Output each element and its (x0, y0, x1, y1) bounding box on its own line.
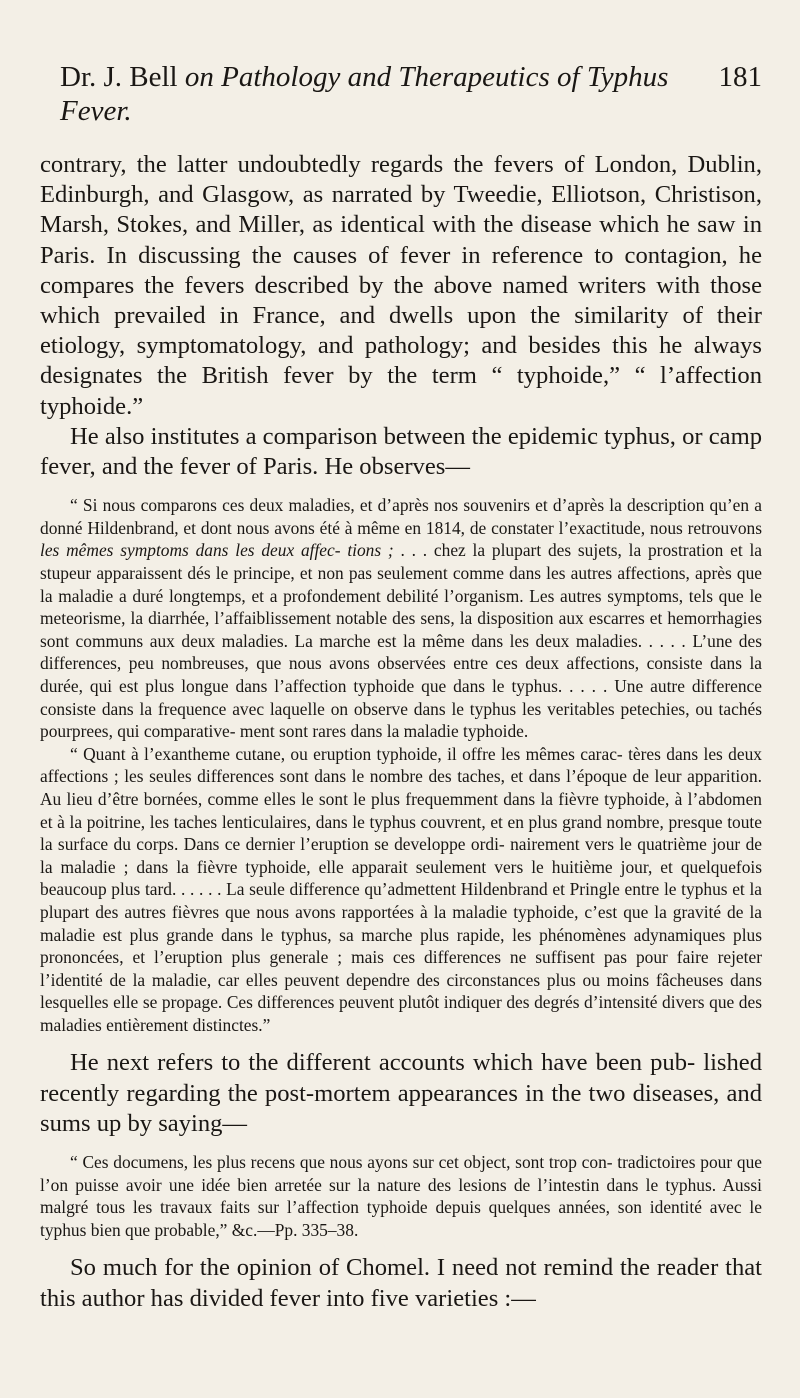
body-paragraph-2: He also institutes a comparison between the epidemic typhus, or camp fever, and the fever of Paris. He observes— (40, 422, 762, 481)
running-head (60, 60, 762, 128)
page (40, 60, 762, 1314)
running-title-of: of (557, 61, 580, 93)
author-name: Dr. J. Bell (60, 61, 178, 93)
body-paragraph-4: So much for the opinion of Chomel. I need not remind the reader that this author has divided fever into five varieties :— (40, 1254, 762, 1312)
quote-paragraph-3: “ Ces documens, les plus recens que nous ayons sur cet object, sont trop con- tradictoires pour que l’on puisse avoir une idée bien arretée sur la nature des lesions de l’intestin dans le typhus. Aussi malgré tous les travaux faits sur l’affection typhoide depuis quelques années, son identité avec le typhus bien que probable,” &c.—Pp. 335–38. (40, 1152, 762, 1240)
quote-1-part-c: . . . chez la plupart des sujets, la prostration et la stupeur apparaissent dés le principe, et non pas seulement comme dans les autres affections, après que la maladie a duré longtemps, et a profondement debilité l’organism. Les autres symptoms, tels que le meteorisme, la diarrhée, l’affaiblissement notable des sens, la disposition aux escarres et hemorrhagies sont communs aux deux maladies. La marche est la même dans les deux maladies. . . . . L’une des differences, peu nombreuses, que nous avons observées entre ces deux affections, consiste dans la durée, qui est plus longue dans l’affection typhoide que dans le typhus. . . . . Une autre difference consiste dans la frequence avec laquelle on observe dans le typhus les veritables petechies, ou tachés pourprees, qui comparative- ment sont rares dans la maladie typhoide. (40, 540, 763, 742)
quote-1-part-a: “ Si nous comparons ces deux maladies, et d’après nos souvenirs et d’après la description qu’en a donné Hildenbrand, et dont nous avons été à même en 1814, de constater l’exactitude, nous retrouvons (40, 495, 762, 538)
running-title-italic-2: Typhus Fever. (60, 61, 669, 127)
quote-paragraph-1 (40, 494, 762, 743)
running-title-italic: Pathology and Therapeutics (221, 61, 550, 93)
body-paragraph-1: contrary, the latter undoubtedly regards the fevers of London, Dublin, Edinburgh, and Glasgow, as narrated by Tweedie, Elliotson, Christison, Marsh, Stokes, and Miller, as identical with the disease which he saw in Paris. In discussing the causes of fever in reference to contagion, he compares the fevers described by the above named writers with those which prevailed in France, and dwells upon the similarity of their etiology, symptomatology, and pathology; and besides this he always designates the British fever by the term “ typhoide,” “ l’affection typhoide.” (40, 151, 762, 420)
quote-paragraph-2: “ Quant à l’exantheme cutane, ou eruption typhoide, il offre les mêmes carac- tères dans les deux affections ; les seules differences sont dans le nombre des taches, et dans l’époque de leur apparition. Au lieu d’être bornées, comme elles le sont le plus frequemment dans la fièvre typhoide, à l’abdomen et à la poitrine, les taches lenticulaires, dans le typhus couvrent, et en plus grand nombre, presque toute la surface du corps. Dans ce dernier l’eruption se developpe ordi- nairement vers le quatrième jour de la maladie ; dans la fièvre typhoide, elle apparait seulement vers le huitième jour, et quelquefois beaucoup plus tard. . . . . . La seule difference qu’admettent Hildenbrand et Pringle entre le typhus et la plupart des autres fièvres que nous avons rapportées à la maladie typhoide, c’est que la gravité de la maladie est plus grande dans le typhus, sa marche plus rapide, les phénomènes adynamiques plus prononcées, et l’eruption plus generale ; mais ces differences ne suffisent pas pour faire rejeter l’identité de la maladie, car elles peuvent dependre des circonstances plus ou moins fâcheuses dans lesquelles elle se propage. Ces differences peuvent plutôt indiquer des degrés d’intensité divers que des maladies entièrement distinctes.” (40, 743, 762, 1035)
running-title (60, 60, 719, 128)
running-title-on: on (184, 61, 214, 93)
quote-1-italic: les mêmes symptoms dans les deux affec- tions ; (40, 540, 394, 561)
body-paragraph-3: He next refers to the different accounts which have been pub- lished recently regarding the post-mortem appearances in the two diseases, and sums up by saying— (40, 1049, 762, 1137)
page-number: 181 (718, 61, 762, 93)
